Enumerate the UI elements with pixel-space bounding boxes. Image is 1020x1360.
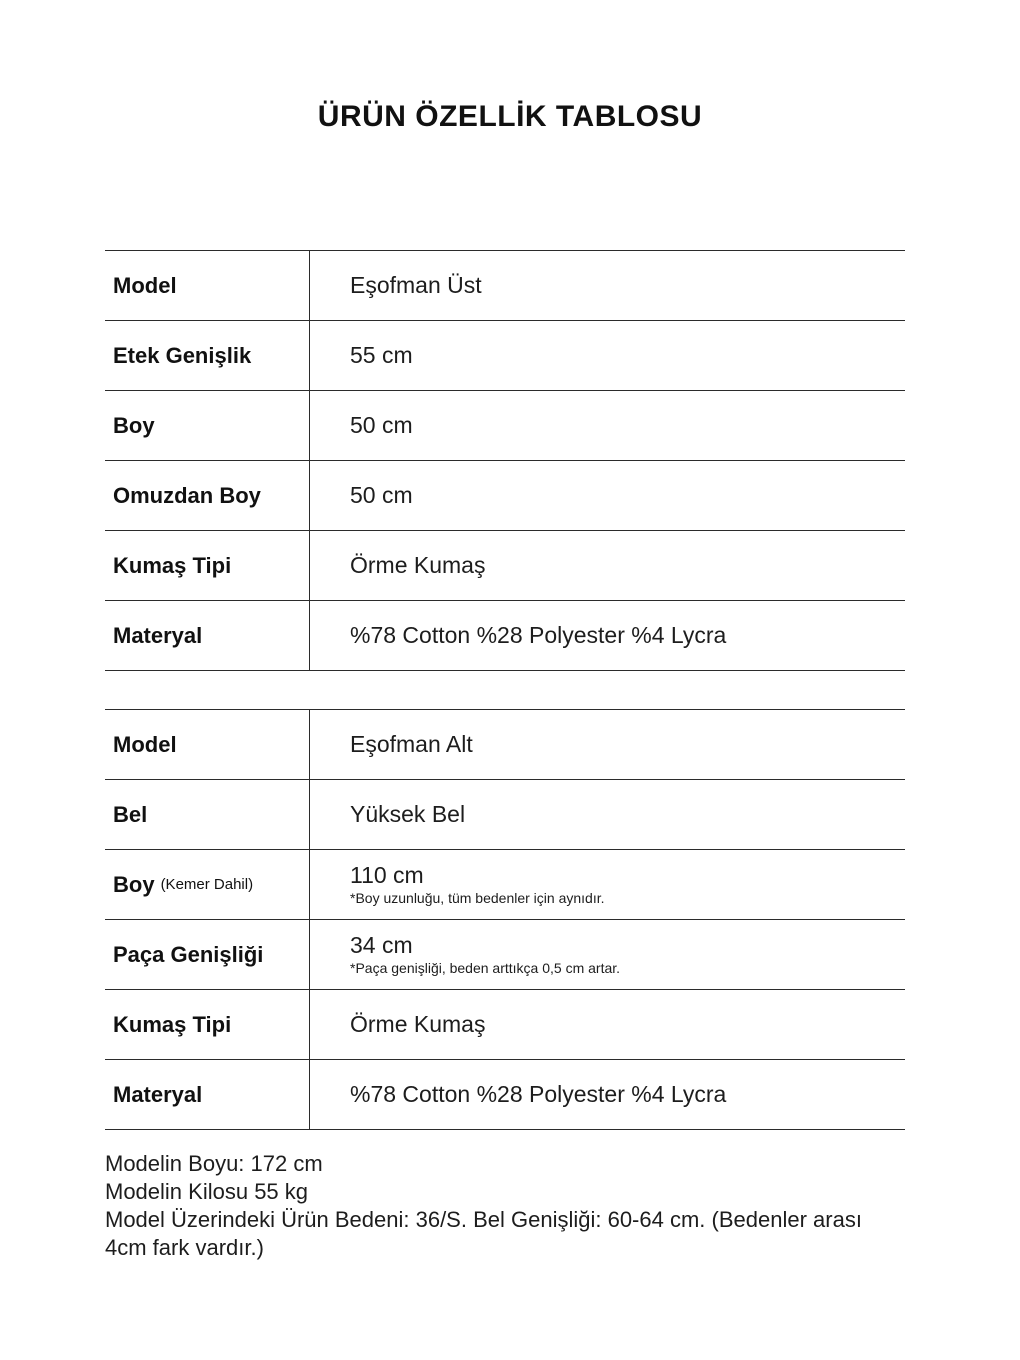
row-value-note: *Paça genişliği, beden arttıkça 0,5 cm artar. <box>350 960 621 977</box>
row-value-note: *Boy uzunluğu, tüm bedenler için aynıdır. <box>350 890 605 907</box>
footer-line-model-height: Modelin Boyu: 172 cm <box>105 1151 323 1176</box>
row-label <box>105 1060 310 1129</box>
spec-table-top <box>105 250 905 671</box>
table-row <box>105 251 905 321</box>
row-label <box>105 251 310 320</box>
table-row <box>105 990 905 1060</box>
row-value <box>310 920 905 989</box>
row-value <box>310 850 905 919</box>
table-row <box>105 391 905 461</box>
row-label-text: Model <box>113 731 177 757</box>
row-value <box>310 710 905 779</box>
table-row <box>105 920 905 990</box>
row-label-text: Boy <box>113 871 155 897</box>
row-value <box>310 391 905 460</box>
row-value-text: 50 cm <box>350 412 413 439</box>
row-label-text: Kumaş Tipi <box>113 1011 232 1037</box>
row-label <box>105 920 310 989</box>
row-label <box>105 990 310 1059</box>
row-label-text: Kumaş Tipi <box>113 552 232 578</box>
row-label <box>105 780 310 849</box>
table-row <box>105 601 905 671</box>
row-value-text: Eşofman Üst <box>350 272 482 299</box>
row-label-text: Materyal <box>113 1081 203 1107</box>
table-row <box>105 461 905 531</box>
row-value <box>310 251 905 320</box>
row-label-text: Model <box>113 272 177 298</box>
row-value <box>310 461 905 530</box>
row-label-text: Materyal <box>113 622 203 648</box>
spec-table-bottom <box>105 709 905 1130</box>
row-value-text: 110 cm <box>350 861 424 888</box>
row-value-text: 55 cm <box>350 342 413 369</box>
row-label <box>105 321 310 390</box>
row-label-note: (Kemer Dahil) <box>160 876 254 893</box>
row-value-text: Eşofman Alt <box>350 731 473 758</box>
footer-notes <box>105 1150 905 1262</box>
table-row <box>105 531 905 601</box>
row-value <box>310 780 905 849</box>
row-value-text: 50 cm <box>350 482 413 509</box>
row-value <box>310 321 905 390</box>
row-value <box>310 531 905 600</box>
row-label <box>105 531 310 600</box>
table-row <box>105 710 905 780</box>
row-value-text: %78 Cotton %28 Polyester %4 Lycra <box>350 622 727 649</box>
row-label <box>105 391 310 460</box>
row-label-text: Etek Genişlik <box>113 342 252 368</box>
table-row <box>105 780 905 850</box>
row-label-text: Boy <box>113 412 155 438</box>
row-label <box>105 461 310 530</box>
page-title: ÜRÜN ÖZELLİK TABLOSU <box>317 100 703 133</box>
row-value <box>310 601 905 670</box>
row-value-text: Örme Kumaş <box>350 1011 486 1038</box>
footer-line-model-size: Model Üzerindeki Ürün Bedeni: 36/S. Bel Genişliği: 60-64 cm. (Bedenler arası 4cm fark vardır.) <box>105 1206 862 1260</box>
table-row <box>105 850 905 920</box>
row-value-text: Örme Kumaş <box>350 552 486 579</box>
row-label <box>105 601 310 670</box>
row-value-text: Yüksek Bel <box>350 801 466 828</box>
row-label-text: Omuzdan Boy <box>113 482 261 508</box>
row-label <box>105 710 310 779</box>
row-value-text: 34 cm <box>350 931 413 958</box>
table-row <box>105 1060 905 1130</box>
row-label-text: Paça Genişliği <box>113 941 264 967</box>
row-label-text: Bel <box>113 801 148 827</box>
footer-line-model-weight: Modelin Kilosu 55 kg <box>105 1178 309 1204</box>
row-value <box>310 990 905 1059</box>
row-value <box>310 1060 905 1129</box>
table-row <box>105 321 905 391</box>
row-value-text: %78 Cotton %28 Polyester %4 Lycra <box>350 1081 727 1108</box>
row-label <box>105 850 310 919</box>
